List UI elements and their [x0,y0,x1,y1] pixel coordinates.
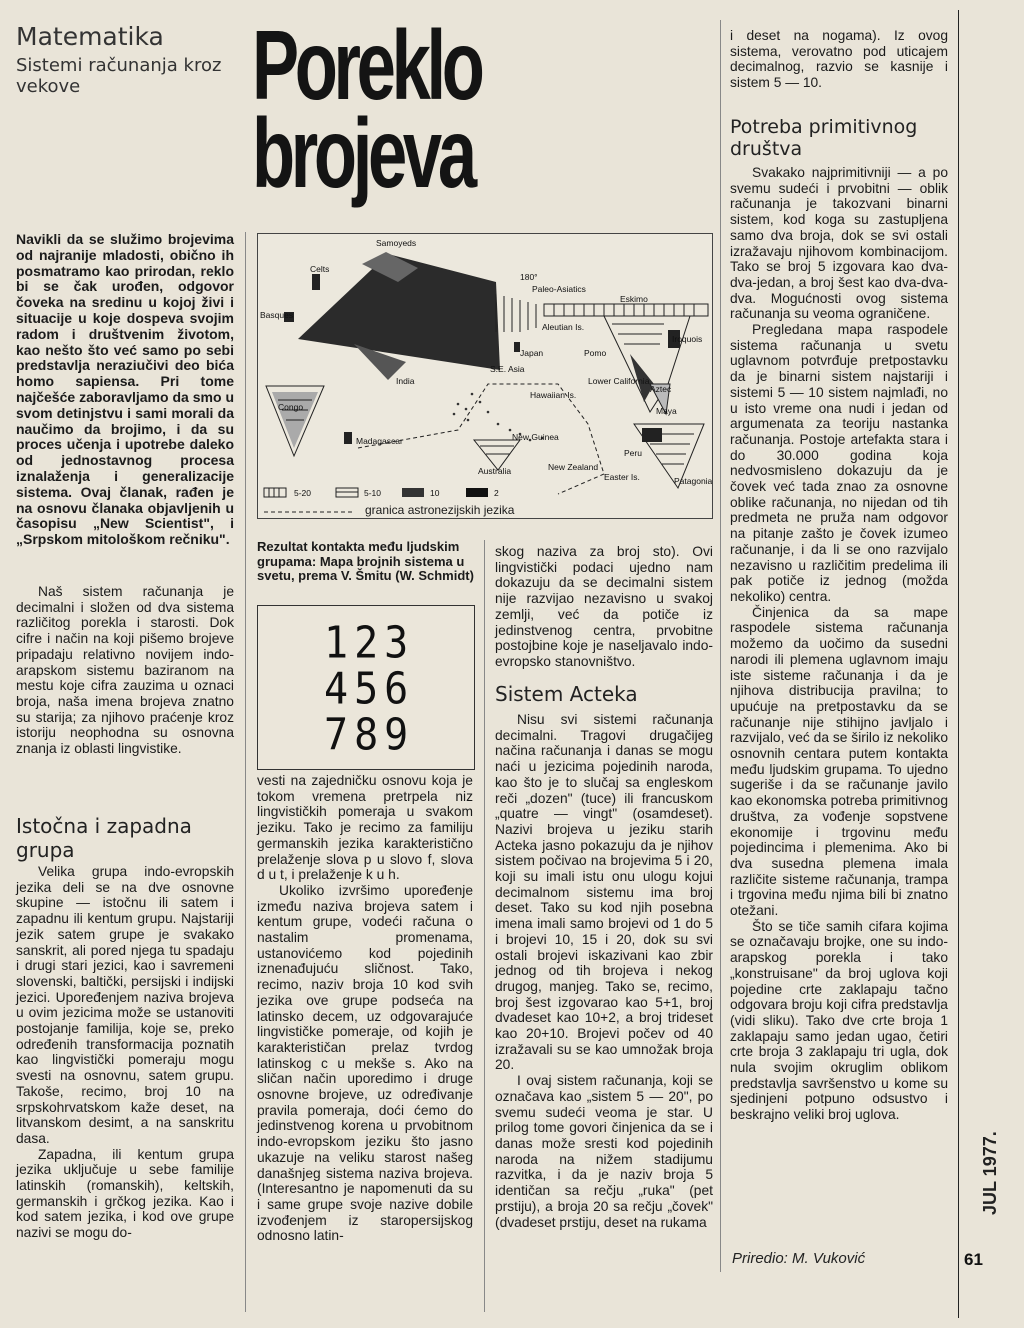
heading-istocna: Istočna i zapadna grupa [16,814,192,862]
col4-p2: Pregledana mapa raspodele sistema računanja u svetu uglavnom potvrđuje pretpostavku da je binarni sistem najstariji i sistemi 5 — 10 sistem najmlađi, no u isto vreme ona nudi i jedan od argumenata za teoriju nastanka računanja. Postoje artefakta stara i do 30.000 godina koja nedvosmisleno dokazuju da je čovek već tada znao za osnovne oblike računanja, no nijedan od tih predmeta ne pruža nam odgovor na pitanje zašto je čovek izumeo računanje, i da li se ono razvijalo nezavisno u različitim predelima ili pak potiče iz jednog (možda nekoliko) centra. [730,322,948,604]
map-label: Paleo-Asiatics [532,284,586,294]
map-label: Australia [478,466,512,476]
map-label: New Guinea [512,432,559,442]
page-title-line2: brojeva [252,98,473,208]
lead-paragraph: Navikli da se služimo brojevima od najranije mladosti, obično ih posmatramo kao prirodan, reklo bi se čak urođen, odgovor čoveka na sredinu u kojoj živi i situacije u koje dospeva svojim radom i društvenim životom, kao nešto što već samo po sebi predstavlja neraziučivi deo bića homo sapiensa. Pri tome najčešće zaboravljamo da smo u svom detinjstvu i sami morali da naučimo da brojimo, i da su proces učenja i upotrebe daleko od jednostavnog procesa iznalaženja i generalizacije sistema. Ovaj članak, rađen je na osnovu članaka objavljenih u časopisu „New Scientist", i „Srpskom mitološkom rečniku". [16,231,234,548]
col4-p3: Činjenica da sa mape raspodele sistema računanja možemo da uočimo da susedni narodi ili plemena uglavnom imaju iste sisteme računanja i da je njihova distribucija pravilna; to upućuje na pretpostavku da se računanje nije stihijno javljalo i razvijalo, već da se širilo iz nekoliko osnovnih centara putem kontakta među ljudskim grupama. To ujedno sugeriše i da se računanje javilo kao ekonomska potreba primitivnog društva, za vođenje sopstvene ekonomije i trgovinu među pojedincima i plemenima. Ako bi dva susedna plemena imala različite sisteme računanja, trampa i trgovina među njima bili bi znatno otežani. [730,604,948,919]
map-label: India [396,376,415,386]
map-label: Hawaiian Is. [530,390,577,400]
map-label: Patagonia [674,476,712,486]
subtitle: Sistemi računanja kroz vekove [16,55,222,97]
map-label: Pomo [584,348,607,358]
legend-label: 5-20 [294,488,312,498]
col2-body [257,773,473,1244]
col1-intro-text: Naš sistem računanja je decimalni i složen od dva sistema različitog porekla i starosti. Dok cifre i način na koji pišemo brojeve pripadaju relativno novijem indo-arapskom sistemu baziranom na mestu koje cifra zauzima u oznaci broja, naša imena brojeva znatno su starija; za njihovo praćenje kroz istoriju neophodna su osnovna znanja iz oblasti lingvistike. [16,584,234,757]
map-caption: Rezultat kontakta među ljudskim grupama: Mapa brojnih sistema u svetu, prema V. Šmitu (W. Schmidt) [257,539,474,584]
map-label: Samoyeds [376,238,417,248]
legend-label: 5-10 [364,488,382,498]
col3-text: skog naziva za broj sto). Ovi lingvistički podaci ujedno nam dokazuju da se decimalni sistem nije razvijao nezavisno u svakoj zemlji, već da potiče iz jedinstvenog centra, prvobitne postojbine koje je naseljavalo indo-evropsko stanovništvo. [495,544,713,669]
col4-top-text: i deset na nogama). Iz ovog sistema, verovatno pod uticajem decimalnog, razvio se kasnije i sistem 5 — 10. [730,28,948,91]
map-label: Peru [624,448,642,458]
map-label: Celts [310,264,330,274]
legend-label: 10 [430,488,440,498]
digits-figure [257,605,475,770]
col1-p2: Zapadna, ili kentum grupa jezika uključuje u sebe familije latinskih (romanskih), keltskih, germanskih i grčkog jezika. Kao i kod satem jezika, i kod ove grupe nazivi se mogu do- [16,1146,234,1241]
digits-row-3: 789 [324,709,415,761]
col1-intro [16,584,234,757]
col4-body [730,165,948,1123]
heading-acteka: Sistem Acteka [495,682,638,706]
map-label: Congo [278,402,304,412]
column-rule [720,20,721,1272]
map-label: Madagascar [356,436,403,446]
number-systems-map [258,234,712,518]
section-title: Matematika [16,22,164,51]
column-rule [245,232,246,1312]
column-rule [484,540,485,1312]
map-label: 180° [520,272,538,282]
map-label: Eskimo [620,294,648,304]
map-label: Aztec [650,384,672,394]
map-label: Lower California [588,376,650,386]
heading-potreba: Potreba primitivnog društva [730,116,918,160]
col1-body [16,864,234,1241]
map-label: Basques [260,310,294,320]
col3-p1: Nisu svi sistemi računanja decimalni. Tragovi drugačijeg načina računanja i danas se mogu naći u jezicima pojedinih naroda, kao što je to slučaj sa engleskom reči „dozen" (tuce) ili francuskom „quatre — vingt" (osamdeset). Nazivi brojeva u jeziku starih Acteka jasno pokazuju da je njihov sistem počivao na brojevima 5 i 20, koji su imali istu onu ulogu kojui decimalnom sistemu ima broj deset. Tako su kod njih posebna imena imali samo brojevi od 1 do 5 i brojevi 10, 15 i 20, dok su svi ostali brojevi iskazivani kao zbir jednog od tih brojeva i nekog drugog, manjeg. Tako se, recimo, broj šest izgovarao kao 5+1, broj dvadeset kao 10+2, a broj trideset kao 20+10. Brojevi počev od 40 izražavali su se kao umnožak broja 20. [495,712,713,1073]
col3-body [495,712,713,1230]
col4-top [730,28,948,91]
map-label: Iroquois [672,334,703,344]
page-number: 61 [964,1250,983,1269]
col2-p2: Ukoliko izvršimo upoređenje između naziva brojeva satem i kentum grupe, vodeći računa o nastalim promenama, ustanovićemo kod pojedinih iznenađujuću sličnost. Tako, recimo, naziv broja 10 kod svih jezika ove grupe podseća na latinsko decem, uz odgovarajuće lingvističke pomeraje, od kojih je karakterističan prelaz tvrdog latinskog c u mekše s. Ako na sličan način uporedimo i druge osnovne brojeve, uz određivanje pravila pomeraja, doći ćemo do jedinstvenog korena u prvobitnom indo-evropskom jeziku što jasno ukazuje na veliku starost našeg današnjeg sistema naziva brojeva. (Interesantno je napomenuti da su i same grupe svoje nazive dobile izvođenjem iz staropersijskog odnosno latin- [257,882,473,1244]
col4-p4: Što se tiče samih cifara kojima se označavaju brojke, one su indo-arapskog porekla i tako „konstruisane" da broj uglova koji pojedine crte zaklapaju tačno odgovara broju koji cifra predstavlja (vidi sliku). Tako dve crte broja 1 zaklapaju samo jedan ugao, četiri crte broja 3 zaklapaju tri ugla, dok nula svojim okruglim oblikom predstavlja savršenstvo u kome su sjedinjeni potpuno odsustvo i beskrajno veliki broj uglova. [730,918,948,1123]
digits-row-2: 456 [324,663,415,715]
col1-p1: Velika grupa indo-evropskih jezika deli se na dve osnovne skupine — istočnu ili satem i zapadnu ili kentum grupu. Najstariji jezik satem grupe je svakako sanskrit, ali pored njega tu spadaju i drugi stari jezici, kao i savremeni slovenski, baltički, persijski i indijski jezici. Upoređenjem naziva brojeva u ovim jezicima može se ustanoviti postojanje familija, koje se, preko određenih transformacija poznatih kao lingvistički pomeraju mogu svesti na osnovnu, satem grupu. Takoše, recimo, broj 10 na srpskohrvatskom kaže deset, na litvanskom desimt, a na sanskritu dasa. [16,864,234,1146]
map-border-label: granica astronezijskih jezika [362,503,517,517]
issue-date: JUL 1977. [980,1131,1000,1215]
map-label: Maya [656,406,677,416]
page-title-line1: Poreklo [252,10,481,120]
map-label: Japan [520,348,544,358]
col2-text: vesti na zajedničku osnovu koja je tokom vremena pretrpela niz lingvističkih pomeraja u svakom jeziku. Tako je recimo za familiju germanskih jezika karakteristično prelaženje slova p u slovo f, slova d u t, i prelaženje k u h. [257,773,473,883]
world-map-figure [257,233,713,519]
page-edge-rule [958,10,959,1318]
map-label: Aleutian Is. [542,322,585,332]
col3-p2: I ovaj sistem računanja, koji se označava kao „sistem 5 — 20", po svemu sudeći veoma je star. U prilog tome govori činjenica da se i danas može sresti kod pojedinih naroda na nižem stadijumu razvitka, i da je naziv broja 5 identičan sa rečju „ruka" (pet prstiju), a broja 20 sa rečju „čovek" (dvadeset prstiju, deset na rukama [495,1073,713,1230]
map-label: Easter Is. [604,472,640,482]
map-label: S.E. Asia [490,364,525,374]
legend-label: 2 [494,488,499,498]
digits-row-1: 123 [324,617,415,669]
author-credit: Priredio: M. Vuković [732,1250,866,1267]
map-label: New Zealand [548,462,599,472]
col4-p1: Svakako najprimitivniji — a po svemu sudeći i prvobitni — oblik računanja je takozvani binarni sistem, kod koga su zastupljena samo dva broja, dok se svi ostali izražavaju njihovom kombinacijom. Tako se broj 5 izgovara kao dva-dva-jedan, a broj šest kao dva-dva-dva. Mogućnosti ovog sistema računanja su veoma ograničene. [730,165,948,322]
col3-top [495,544,713,670]
